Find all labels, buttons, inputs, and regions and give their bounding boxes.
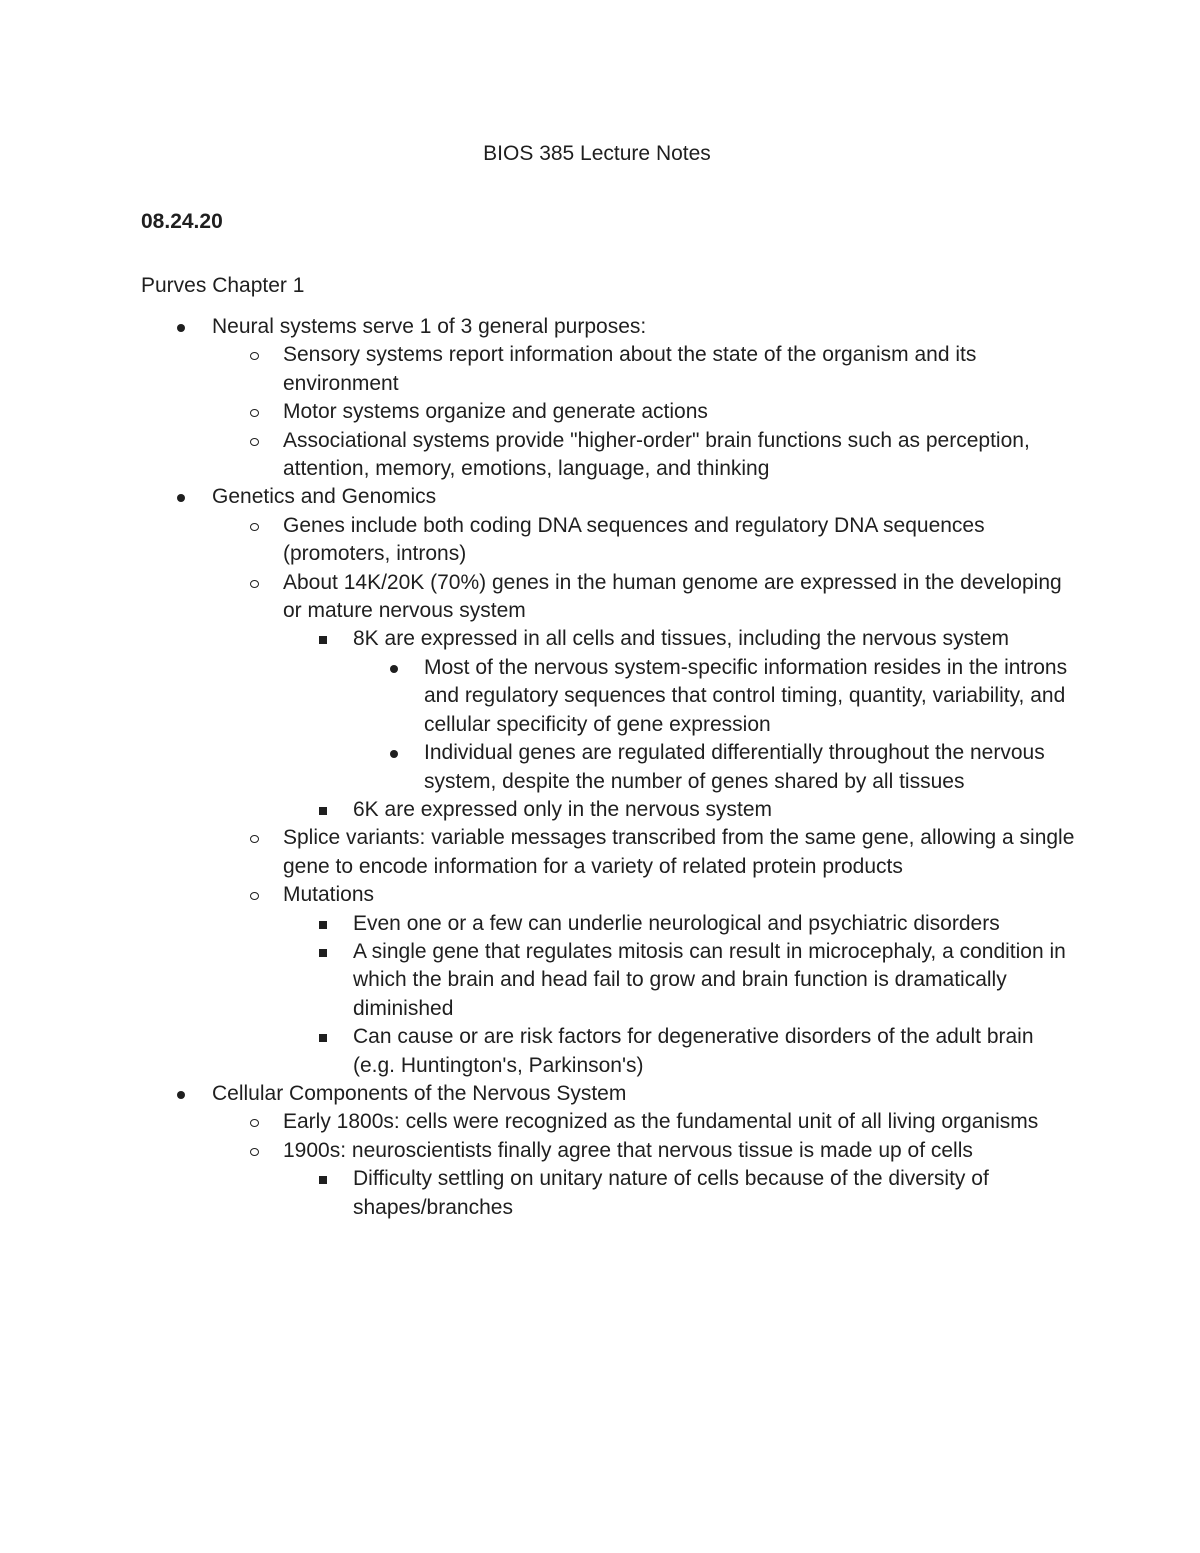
hollow-circle-bullet-icon <box>250 1148 259 1156</box>
list-item <box>0 796 1200 824</box>
filled-circle-bullet-icon <box>177 494 185 502</box>
list-item-text: 6K are expressed only in the nervous system <box>353 797 773 821</box>
hollow-circle-bullet-icon <box>250 892 259 900</box>
list-item <box>0 824 1200 881</box>
filled-circle-bullet-icon <box>177 324 185 332</box>
list-item-text: Splice variants: variable messages transcribed from the same gene, allowing a single gene to encode information for a variety of related protein products <box>283 826 1075 878</box>
list-item-text: Cellular Components of the Nervous System <box>212 1081 627 1105</box>
list-item-text: Individual genes are regulated differentially throughout the nervous system, despite the number of genes shared by all tissues <box>424 741 1045 793</box>
square-bullet-icon <box>319 1034 327 1042</box>
list-item-text: Can cause or are risk factors for degenerative disorders of the adult brain (e.g. Huntington's, Parkinson's) <box>353 1025 1034 1077</box>
hollow-circle-bullet-icon <box>250 409 259 417</box>
filled-circle-bullet-icon <box>177 1091 185 1099</box>
list-item <box>0 1023 1200 1080</box>
list-item-text: Genes include both coding DNA sequences and regulatory DNA sequences (promoters, introns) <box>283 513 985 566</box>
list-item <box>0 910 1200 938</box>
square-bullet-icon <box>319 807 327 815</box>
hollow-circle-bullet-icon <box>250 1119 259 1127</box>
list-item <box>0 881 1200 909</box>
list-item <box>0 427 1200 484</box>
list-item-text: Even one or a few can underlie neurological and psychiatric disorders <box>353 911 1000 935</box>
list-item <box>0 625 1200 653</box>
list-item <box>0 398 1200 426</box>
square-bullet-icon <box>319 921 327 929</box>
list-item <box>0 739 1200 796</box>
list-item-text: Most of the nervous system-specific information resides in the introns and regulatory sequences that control timing, quantity, variability, and cellular specificity of gene expression <box>424 655 1068 736</box>
filled-circle-bullet-icon <box>390 665 398 673</box>
list-item-text: Neural systems serve 1 of 3 general purposes: <box>212 315 647 338</box>
list-item <box>0 1165 1200 1222</box>
list-item <box>0 938 1200 1023</box>
notes-outline <box>0 313 1200 1222</box>
filled-circle-bullet-icon <box>390 750 398 758</box>
list-item-text: 1900s: neuroscientists finally agree that nervous tissue is made up of cells <box>283 1138 973 1162</box>
section-heading: Purves Chapter 1 <box>141 274 305 297</box>
list-item-text: Genetics and Genomics <box>212 485 437 509</box>
hollow-circle-bullet-icon <box>250 580 259 588</box>
list-item <box>0 654 1200 739</box>
list-item-text: 8K are expressed in all cells and tissues, including the nervous system <box>353 627 1010 651</box>
square-bullet-icon <box>319 949 327 957</box>
list-item <box>0 569 1200 626</box>
list-item-text: About 14K/20K (70%) genes in the human genome are expressed in the developing or mature nervous system <box>283 570 1062 623</box>
list-item-text: Motor systems organize and generate actions <box>283 400 708 424</box>
hollow-circle-bullet-icon <box>250 438 259 446</box>
list-item-text: Mutations <box>283 883 375 907</box>
list-item <box>0 1080 1200 1108</box>
list-item <box>0 1108 1200 1136</box>
document-title: BIOS 385 Lecture Notes <box>483 142 711 165</box>
list-item <box>0 512 1200 569</box>
list-item <box>0 341 1200 398</box>
list-item-text: Early 1800s: cells were recognized as the fundamental unit of all living organisms <box>283 1110 1039 1134</box>
square-bullet-icon <box>319 636 327 644</box>
list-item-text: Associational systems provide "higher-order" brain functions such as perception, attention, memory, emotions, language, and thinking <box>283 428 1030 481</box>
list-item <box>0 313 1200 341</box>
list-item <box>0 1137 1200 1165</box>
hollow-circle-bullet-icon <box>250 523 259 531</box>
hollow-circle-bullet-icon <box>250 352 259 360</box>
list-item-text: Difficulty settling on unitary nature of cells because of the diversity of shapes/branches <box>353 1167 989 1219</box>
date-heading: 08.24.20 <box>141 210 223 233</box>
list-item <box>0 483 1200 511</box>
list-item-text: A single gene that regulates mitosis can result in microcephaly, a condition in which the brain and head fail to grow and brain function is dramatically diminished <box>353 939 1066 1020</box>
square-bullet-icon <box>319 1176 327 1184</box>
list-item-text: Sensory systems report information about the state of the organism and its environment <box>283 343 977 395</box>
hollow-circle-bullet-icon <box>250 835 259 843</box>
